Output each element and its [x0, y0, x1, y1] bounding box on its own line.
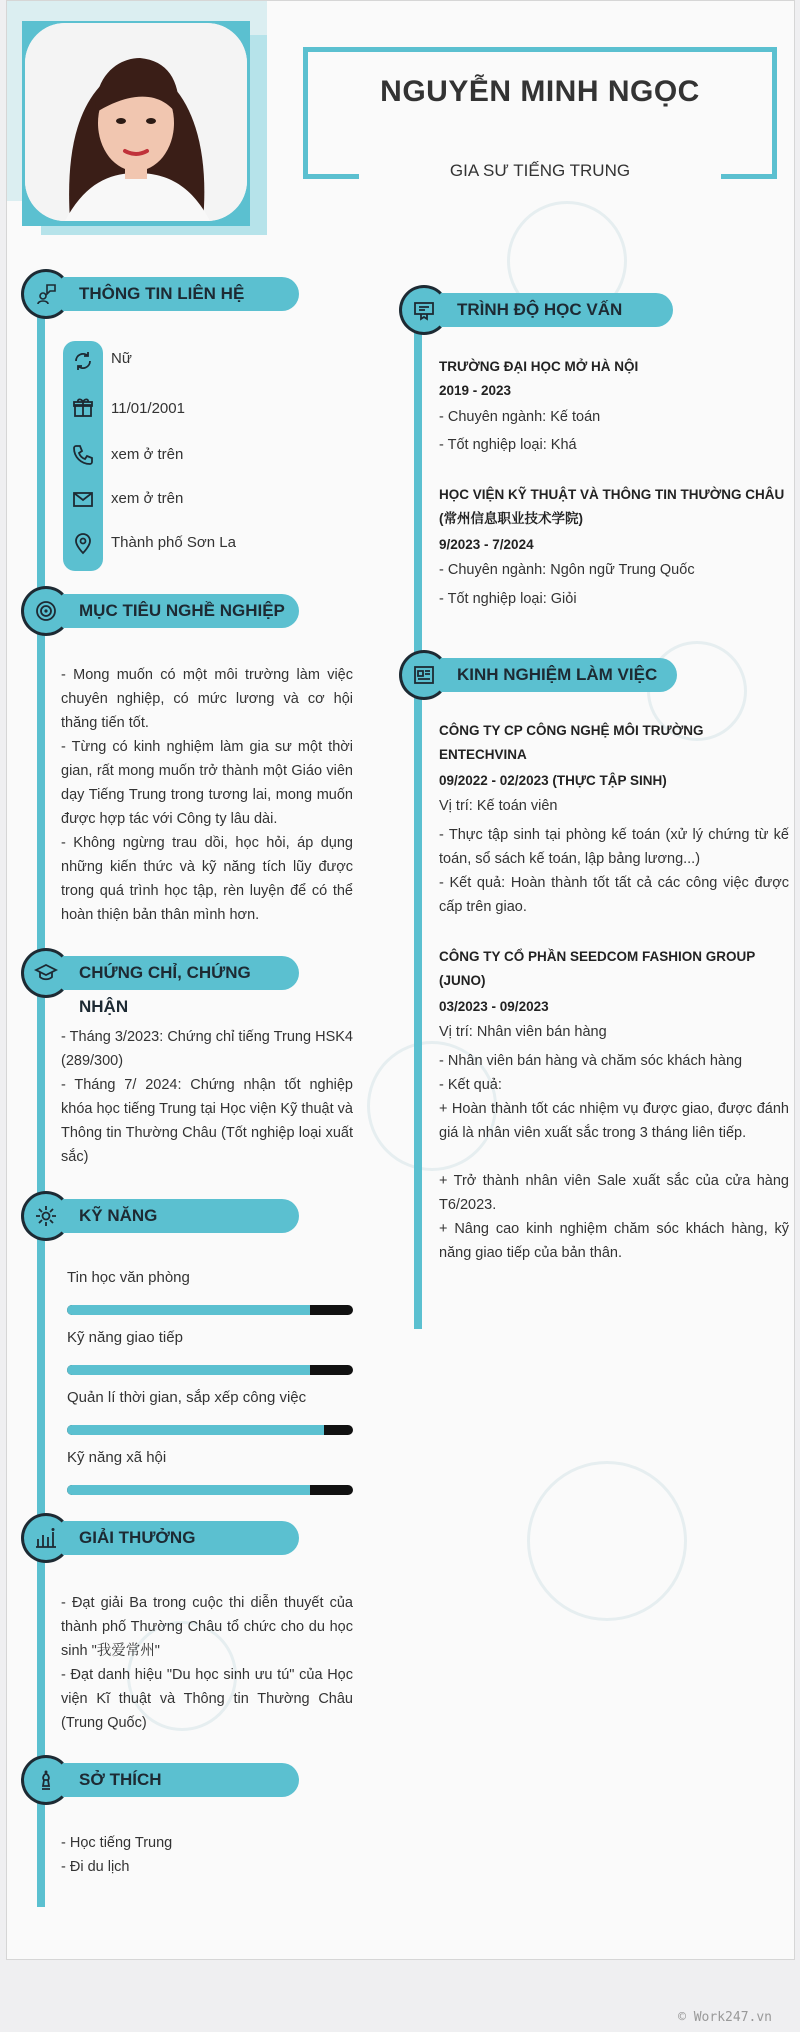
section-heading-experience: KINH NGHIỆM LÀM VIỆC: [411, 658, 677, 692]
skill-label-3: Quản lí thời gian, sắp xếp công việc: [67, 1389, 307, 1406]
background-doodle: [527, 1461, 687, 1621]
experience-detail: + Nâng cao kinh nghiệm chăm sóc khách hàng, kỹ năng giao tiếp của bản thân.: [439, 1221, 789, 1261]
section-icon-hobbies: [21, 1755, 71, 1805]
experience-period-1: 09/2022 - 02/2023 (THỰC TẬP SINH): [439, 773, 667, 788]
education-grade-1: - Tốt nghiệp loại: Khá: [439, 437, 577, 453]
experience-detail: - Kết quả: Hoàn thành tốt tất cả các công việc được cấp trên giao.: [439, 875, 789, 915]
graduation-cap-icon: [34, 961, 58, 985]
award-item-1: - Đạt giải Ba trong cuộc thi diễn thuyết của thành phố Thường Châu tổ chức cho du học sinh "我爱常州": [61, 1595, 353, 1659]
experience-period-2: 03/2023 - 09/2023: [439, 999, 549, 1014]
skill-bar-fill-4: [67, 1485, 310, 1495]
award-chart-icon: [34, 1526, 58, 1550]
education-grade-2: - Tốt nghiệp loại: Giỏi: [439, 591, 577, 607]
skill-bar-fill-1: [67, 1305, 310, 1315]
experience-detail: - Nhân viên bán hàng và chăm sóc khách hàng: [439, 1053, 743, 1069]
experience-detail: + Hoàn thành tốt các nhiệm vụ được giao, được đánh giá là nhân viên xuất sắc trong 3 tháng liên tiếp.: [439, 1101, 789, 1141]
objective-paragraph-2: - Từng có kinh nghiệm làm gia sư một thời gian, rất mong muốn trở thành một Giáo viên dạy Tiếng Trung trong tương lai, mong muốn được hợp tác với Công ty lâu dài.: [61, 739, 353, 827]
hobby-item-1: - Học tiếng Trung: [61, 1835, 173, 1851]
experience-position-1: Vị trí: Kế toán viên: [439, 798, 558, 814]
section-heading-skills: KỸ NĂNG: [33, 1199, 299, 1233]
skill-label-4: Kỹ năng xã hội: [67, 1449, 167, 1466]
section-heading-hobbies: SỞ THÍCH: [33, 1763, 299, 1797]
skill-bar-fill-3: [67, 1425, 324, 1435]
objective-paragraph-1: - Mong muốn có một môi trường làm việc chuyên nghiệp, có mức lương và cơ hội thăng tiến tốt.: [61, 667, 353, 731]
section-icon-experience: [399, 650, 449, 700]
section-icon-contact: [21, 269, 71, 319]
skill-bar-3: [67, 1425, 353, 1435]
experience-detail: + Trở thành nhân viên Sale xuất sắc của cửa hàng T6/2023.: [439, 1173, 789, 1213]
target-icon: [34, 599, 58, 623]
education-period-1: 2019 - 2023: [439, 383, 512, 398]
hobby-item-2: - Đi du lịch: [61, 1859, 130, 1875]
certificate-item-2: - Tháng 7/ 2024: Chứng nhận tốt nghiệp khóa học tiếng Trung tại Học viện Kỹ thuật và Thông tin Thường Châu (Tốt nghiệp loại xuất sắc): [61, 1077, 353, 1165]
skill-bar-2: [67, 1365, 353, 1375]
objective-paragraph-3: - Không ngừng trau dồi, học hỏi, áp dụng những kiến thức và kỹ năng tích lũy được trong quá trình học tập, rèn luyện để có thể hoàn thiện bản thân mình hơn.: [61, 835, 353, 923]
contact-address: Thành phố Sơn La: [111, 534, 236, 551]
diploma-icon: [412, 298, 436, 322]
certificate-item-1: - Tháng 3/2023: Chứng chỉ tiếng Trung HSK4 (289/300): [61, 1029, 353, 1069]
avatar: [25, 23, 247, 221]
experience-company-2: CÔNG TY CỔ PHẦN SEEDCOM FASHION GROUP (JUNO): [439, 949, 756, 988]
experience-position-2: Vị trí: Nhân viên bán hàng: [439, 1024, 607, 1040]
skill-bar-4: [67, 1485, 353, 1495]
education-school-1: TRƯỜNG ĐẠI HỌC MỞ HÀ NỘI: [439, 359, 639, 374]
section-heading-education: TRÌNH ĐỘ HỌC VẤN: [411, 293, 673, 327]
left-timeline: [37, 291, 45, 1907]
award-item-2: - Đạt danh hiệu "Du học sinh ưu tú" của Học viện Kĩ thuật và Thông tin Thường Châu (Trung Quốc): [61, 1667, 353, 1731]
contact-email: xem ở trên: [111, 490, 184, 507]
gear-icon: [34, 1204, 58, 1228]
experience-company-1: CÔNG TY CP CÔNG NGHỆ MÔI TRƯỜNG ENTECHVINA: [439, 723, 704, 762]
section-icon-certificates: [21, 948, 71, 998]
section-heading-objective: MỤC TIÊU NGHỀ NGHIỆP: [33, 594, 299, 628]
skill-label-1: Tin học văn phòng: [67, 1269, 190, 1286]
location-icon: [67, 527, 99, 559]
right-timeline: [414, 329, 422, 1329]
education-period-2: 9/2023 - 7/2024: [439, 537, 534, 552]
contact-birthday: 11/01/2001: [111, 400, 185, 417]
gift-icon: [67, 391, 99, 423]
skill-bar-fill-2: [67, 1365, 310, 1375]
phone-icon: [67, 439, 99, 471]
section-icon-education: [399, 285, 449, 335]
education-major-1: - Chuyên ngành: Kế toán: [439, 409, 601, 425]
cv-page: [6, 0, 795, 1960]
person-name: NGUYỄN MINH NGỌC: [380, 75, 700, 108]
section-icon-awards: [21, 1513, 71, 1563]
experience-detail: - Kết quả:: [439, 1077, 502, 1093]
contact-icon: [34, 282, 58, 306]
mail-icon: [67, 483, 99, 515]
gender-icon: [67, 345, 99, 377]
newspaper-icon: [412, 663, 436, 687]
contact-gender: Nữ: [111, 350, 132, 367]
section-heading-certificates: CHỨNG CHỈ, CHỨNG NHẬN: [33, 956, 299, 990]
education-major-2: - Chuyên ngành: Ngôn ngữ Trung Quốc: [439, 562, 695, 578]
job-title: GIA SƯ TIẾNG TRUNG: [449, 161, 631, 180]
skill-bar-1: [67, 1305, 353, 1315]
contact-phone: xem ở trên: [111, 446, 184, 463]
section-heading-awards: GIẢI THƯỞNG: [33, 1521, 299, 1555]
chess-icon: [34, 1768, 58, 1792]
experience-detail: - Thực tập sinh tại phòng kế toán (xử lý chứng từ kế toán, sổ sách kế toán, lập bảng lương...): [439, 827, 789, 867]
section-icon-skills: [21, 1191, 71, 1241]
footer-credit: © Work247.vn: [678, 2010, 772, 2025]
section-heading-contact: THÔNG TIN LIÊN HỆ: [33, 277, 299, 311]
education-school-2: HỌC VIỆN KỸ THUẬT VÀ THÔNG TIN THƯỜNG CHÂU (常州信息职业技术学院): [439, 487, 785, 526]
section-icon-objective: [21, 586, 71, 636]
name-box: [303, 47, 777, 179]
skill-label-2: Kỹ năng giao tiếp: [67, 1329, 183, 1346]
